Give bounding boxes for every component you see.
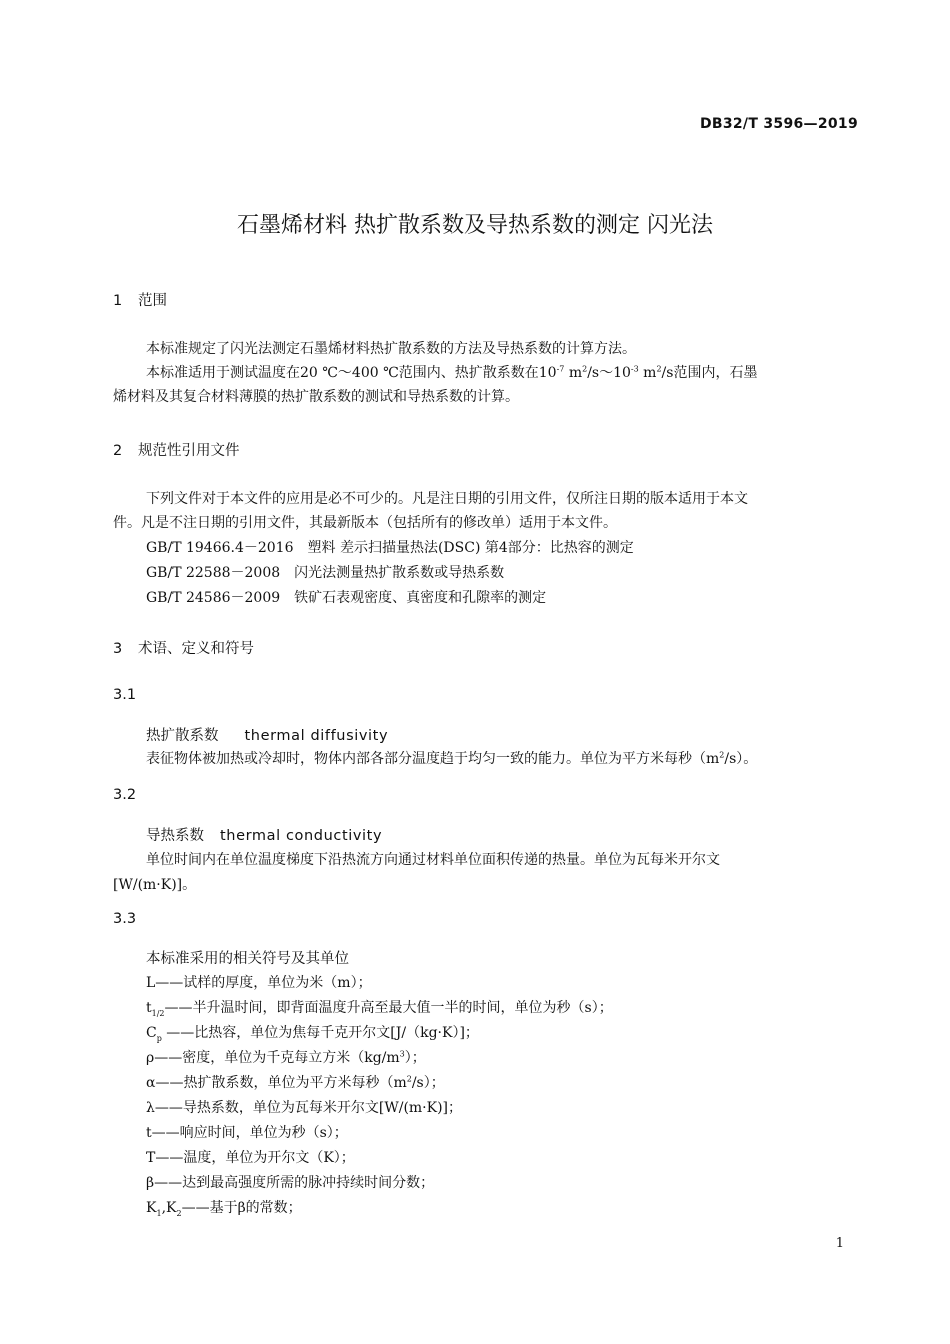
- symbol-t: t——响应时间，单位为秒（s）；: [146, 1125, 348, 1141]
- symbol-rho: ρ——密度，单位为千克每立方米$(kg/m^3)$；: [146, 1049, 426, 1066]
- reference-item: GB/T 19466.4－2016 塑料 差示扫描量热法(DSC) 第4部分：比热容的测定: [146, 540, 634, 556]
- symbol-K1-K2: $K_1,K_2——$基于β的常数；: [146, 1200, 302, 1218]
- section-title: 术语、定义和符号: [138, 641, 254, 657]
- definition-thermal-conductivity: 单位时间内在单位温度梯度下沿热流方向通过材料单位面积传递的热量。单位为瓦每米开尔文: [146, 852, 720, 868]
- term-thermal-conductivity: 导热系数 thermal conductivity: [146, 828, 383, 844]
- subsection-3-1-number: 3.1: [113, 687, 137, 703]
- section-1-paragraph-2-continued: 烯材料及其复合材料薄膜的热扩散系数的测试和导热系数的计算。: [113, 389, 519, 405]
- section-2-heading: [113, 439, 240, 460]
- symbol-lambda: λ——导热系数，单位为瓦每米开尔文[W/(m·K)]；: [146, 1100, 463, 1116]
- section-2-paragraph: 下列文件对于本文件的应用是必不可少的。凡是注日期的引用文件，仅所注日期的版本适用于本文: [146, 491, 748, 507]
- symbols-heading: 本标准采用的相关符号及其单位: [146, 951, 349, 967]
- symbol-T: T——温度，单位为开尔文（K）；: [146, 1150, 355, 1166]
- section-title: 范围: [138, 293, 167, 309]
- subsection-3-2-number: 3.2: [113, 787, 137, 803]
- symbol-t-half: $t_{1/2}——$半升温时间，即背面温度升高至最大值一半的时间，单位为秒（s）；: [146, 1000, 613, 1018]
- section-1-paragraph-1: 本标准规定了闪光法测定石墨烯材料热扩散系数的方法及导热系数的计算方法。: [146, 341, 636, 357]
- section-1-paragraph-2: 本标准适用于测试温度在20 ℃～400 ℃范围内、热扩散系数在$10^{-7}$ $m^2/s\sim 10^{-3}$ $m^2/s$范围内，石墨: [146, 364, 758, 381]
- reference-item: GB/T 24586－2009 铁矿石表观密度、真密度和孔隙率的测定: [146, 590, 547, 606]
- symbol-cp: $C_p$ ——比热容，单位为焦每千克开尔文[J/（kg·K）]；: [146, 1025, 479, 1043]
- term-thermal-diffusivity: 热扩散系数 thermal diffusivity: [146, 728, 389, 744]
- page-number: 1: [835, 1236, 844, 1251]
- page-title: 石墨烯材料 热扩散系数及导热系数的测定 闪光法: [237, 213, 713, 238]
- subsection-3-3-number: 3.3: [113, 911, 137, 927]
- symbol-alpha: α——热扩散系数，单位为平方米每秒$(m^2/s)$；: [146, 1074, 445, 1091]
- section-title: 规范性引用文件: [138, 443, 240, 459]
- reference-item: GB/T 22588－2008 闪光法测量热扩散系数或导热系数: [146, 565, 505, 581]
- section-1-heading: [113, 289, 167, 310]
- section-number: 2: [113, 443, 123, 459]
- definition-thermal-conductivity-continued: [W/(m·K)]。: [113, 877, 197, 893]
- symbol-beta: β——达到最高强度所需的脉冲持续时间分数；: [146, 1175, 435, 1191]
- section-3-heading: [113, 637, 254, 658]
- section-number: 1: [113, 293, 123, 309]
- section-2-paragraph-continued: 件。凡是不注日期的引用文件，其最新版本（包括所有的修改单）适用于本文件。: [113, 515, 617, 531]
- document-code: DB32/T 3596—2019: [699, 116, 858, 132]
- symbol-L: L——试样的厚度，单位为米（m）；: [146, 975, 372, 991]
- section-number: 3: [113, 641, 123, 657]
- definition-thermal-diffusivity: 表征物体被加热或冷却时，物体内部各部分温度趋于均匀一致的能力。单位为平方米每秒$(m^2/s)$。: [146, 750, 758, 767]
